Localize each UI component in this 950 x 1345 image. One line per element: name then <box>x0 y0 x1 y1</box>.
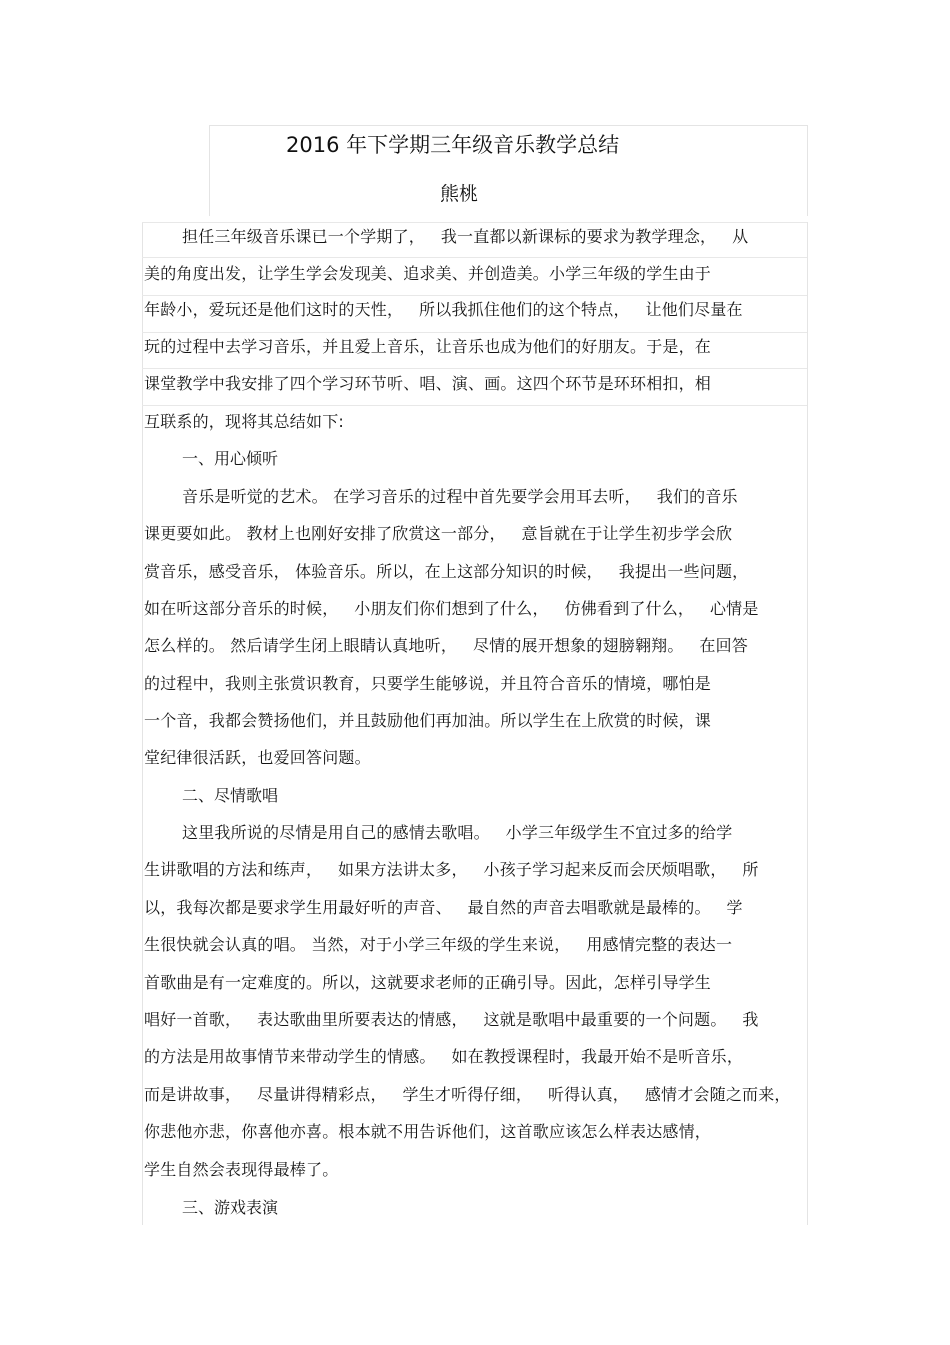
ruling-line <box>142 295 807 296</box>
paragraph-line: 以，我每次都是要求学生用最好听的声音、 最自然的声音去唱歌就是最棒的。 学 <box>144 898 743 917</box>
paragraph-line: 美的角度出发，让学生学会发现美、追求美、并创造美。小学三年级的学生由于 <box>144 264 712 283</box>
paragraph-line: 首歌曲是有一定难度的。所以，这就要求老师的正确引导。因此，怎样引导学生 <box>144 973 712 992</box>
paragraph-line: 堂纪律很活跃，也爱回答问题。 <box>144 748 371 767</box>
paragraph-line: 的方法是用故事情节来带动学生的情感。 如在教授课程时，我最开始不是听音乐， <box>144 1047 744 1066</box>
paragraph-line: 怎么样的。 然后请学生闭上眼睛认真地听， 尽情的展开想象的翅膀翱翔。 在回答 <box>144 636 749 655</box>
paragraph-line: 学生自然会表现得最棒了。 <box>144 1160 339 1179</box>
document-author: 熊桃 <box>440 183 479 205</box>
paragraph-line: 担任三年级音乐课已一个学期了， 我一直都以新课标的要求为教学理念， 从 <box>182 227 749 246</box>
ruling-line <box>142 222 807 223</box>
paragraph-line: 如在听这部分音乐的时候， 小朋友们你们想到了什么， 仿佛看到了什么， 心情是 <box>144 599 759 618</box>
paragraph-line: 音乐是听觉的艺术。 在学习音乐的过程中首先要学会用耳去听， 我们的音乐 <box>182 487 738 506</box>
paragraph-line: 玩的过程中去学习音乐，并且爱上音乐，让音乐也成为他们的好朋友。于是，在 <box>144 337 712 356</box>
paragraph-line: 一个音，我都会赞扬他们，并且鼓励他们再加油。所以学生在上欣赏的时候，课 <box>144 711 712 730</box>
ruling-line <box>142 368 807 369</box>
paragraph-line: 年龄小，爱玩还是他们这时的天性， 所以我抓住他们的这个特点， 让他们尽量在 <box>144 300 743 319</box>
paragraph-line: 生很快就会认真的唱。 当然，对于小学三年级的学生来说， 用感情完整的表达一 <box>144 935 733 954</box>
paragraph-line: 而是讲故事， 尽量讲得精彩点， 学生才听得仔细， 听得认真， 感情才会随之而来， <box>144 1085 791 1104</box>
ruling-line <box>142 332 807 333</box>
paragraph-line: 这里我所说的尽情是用自己的感情去歌唱。 小学三年级学生不宜过多的给学 <box>182 823 733 842</box>
paragraph-line: 你悲他亦悲，你喜他亦喜。根本就不用告诉他们，这首歌应该怎么样表达感情， <box>144 1122 712 1141</box>
paragraph-line: 的过程中，我则主张赏识教育，只要学生能够说，并且符合音乐的情境，哪怕是 <box>144 674 712 693</box>
paragraph-line: 课更要如此。 教材上也刚好安排了欣赏这一部分， 意旨就在于让学生初步学会欣 <box>144 524 733 543</box>
paragraph-line: 互联系的，现将其总结如下: <box>144 412 344 431</box>
paragraph-line: 课堂教学中我安排了四个学习环节听、唱、演、画。这四个环节是环环相扣，相 <box>144 374 712 393</box>
paragraph-line: 赏音乐，感受音乐， 体验音乐。所以，在上这部分知识的时候， 我提出一些问题， <box>144 562 749 581</box>
section-heading: 一、用心倾听 <box>182 449 279 468</box>
paragraph-line: 生讲歌唱的方法和练声， 如果方法讲太多， 小孩子学习起来反而会厌烦唱歌， 所 <box>144 860 759 879</box>
ruling-line <box>142 257 807 258</box>
ruling-line <box>142 405 807 406</box>
document-title: 2016 年下学期三年级音乐教学总结 <box>286 133 620 157</box>
section-heading: 三、游戏表演 <box>182 1198 279 1217</box>
paragraph-line: 唱好一首歌， 表达歌曲里所要表达的情感， 这就是歌唱中最重要的一个问题。 我 <box>144 1010 759 1029</box>
section-heading: 二、尽情歌唱 <box>182 786 279 805</box>
